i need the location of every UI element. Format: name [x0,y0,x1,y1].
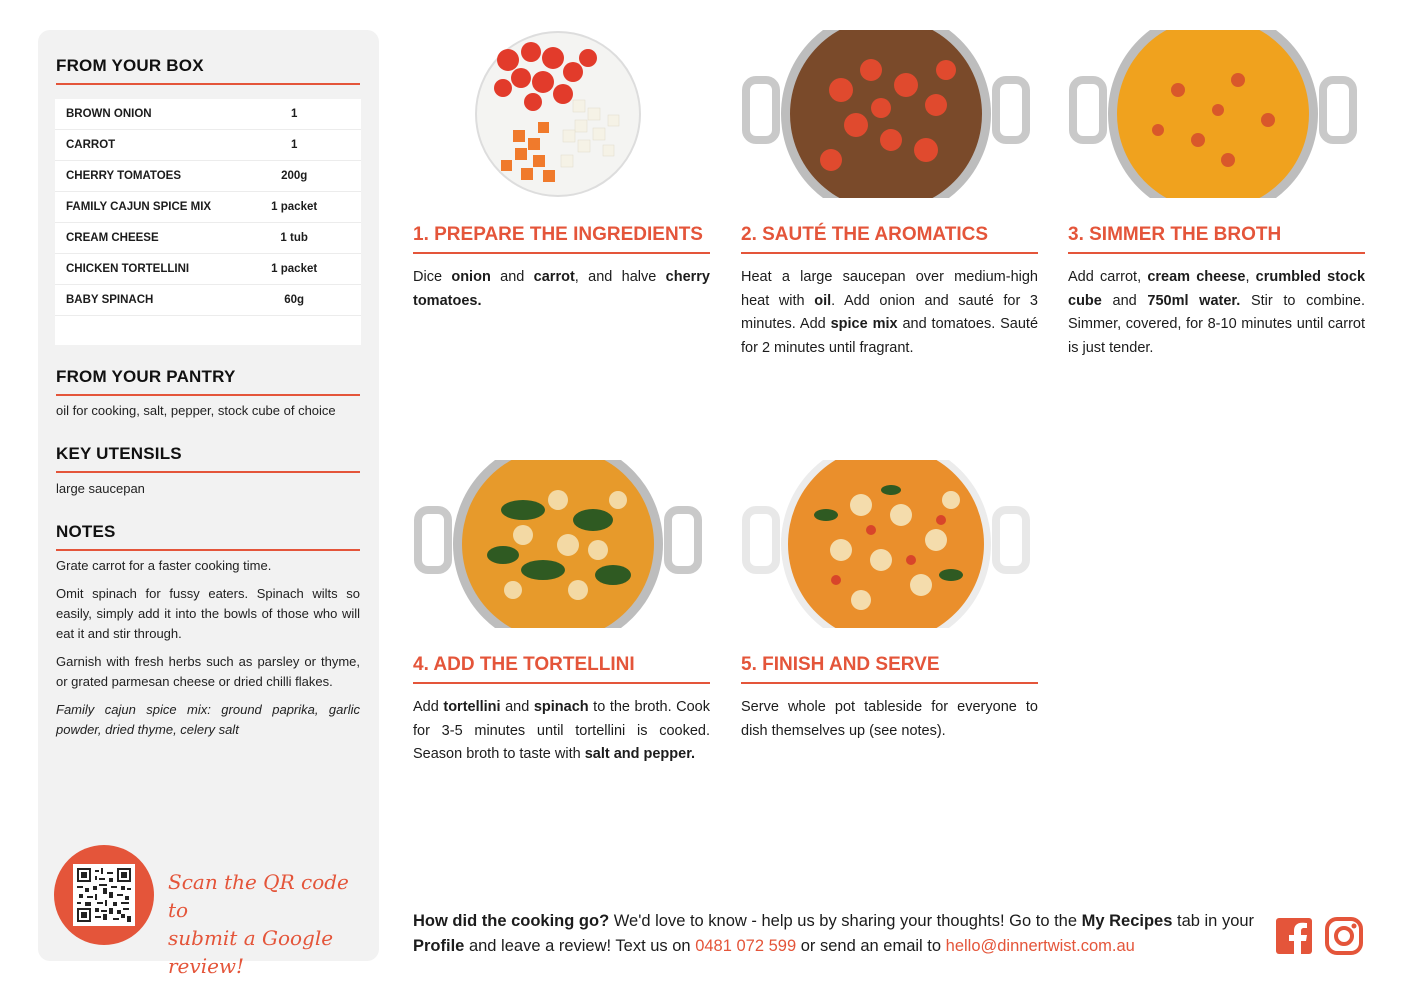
qr-code-icon[interactable] [73,864,135,926]
step-5-title: 5. FINISH AND SERVE [741,654,1038,684]
ingredient-qty: 1 packet [271,263,318,275]
footer-text: We'd love to know - help us by sharing your thoughts! Go to the [609,912,1082,930]
step-emphasis: spinach [533,699,589,715]
step-2-body [741,266,1038,360]
ingredient-name: CREAM CHEESE [66,232,159,244]
footer-question: How did the cooking go? [413,912,610,930]
footer-text: tab in your [1172,912,1255,930]
step-text: and [500,699,534,715]
step-emphasis: spice mix [830,316,898,332]
step-2-image [741,30,1031,198]
utensils-text: large saucepan [56,481,145,496]
ingredient-qty: 1 tub [280,232,308,244]
ingredient-row [55,99,361,130]
step-5-body [741,696,1038,743]
step-emphasis: oil [814,292,832,309]
ingredient-name: CHERRY TOMATOES [66,170,182,182]
ingredient-qty: 1 [290,139,298,151]
note-item: Garnish with fresh herbs such as parsley or thyme, or grated parmesan cheese or dried chilli flakes. [56,654,360,689]
notes-title: NOTES [56,522,360,551]
step-2-title: 2. SAUTÉ THE AROMATICS [741,224,1038,254]
step-text: Heat a large saucepan over medium-high heat with [741,269,1038,309]
ingredient-row [55,192,361,223]
utensils-title: KEY UTENSILS [56,444,360,473]
ingredient-name: CARROT [66,139,116,151]
qr-caption [168,868,368,980]
ingredient-row [55,130,361,161]
note-item: Omit spinach for fussy eaters. Spinach wilts so easily, simply add it into the bowls of those who will eat it and stir through. [56,586,360,641]
step-emphasis: onion [451,269,491,285]
step-1-body [413,266,710,313]
step-3-title: 3. SIMMER THE BROTH [1068,224,1365,254]
qr-caption-line: submit a Google review! [168,926,334,978]
step-text: to the broth. Cook for 3-5 minutes until tortellini is cooked. Season broth to taste with [413,699,710,762]
ingredient-qty: 200g [281,170,308,182]
step-3-image [1068,30,1358,198]
step-text: . Add onion and sauté for 3 minutes. Add [741,292,1038,332]
step-emphasis: crumbled stock cube [1068,269,1366,309]
step-4-image [413,460,703,628]
ingredient-row [55,254,361,285]
ingredient-qty: 1 [290,108,298,120]
sidebar [38,30,379,978]
step-4-body [413,696,710,767]
step-emphasis: cream cheese [1147,269,1246,285]
ingredients-table [55,99,361,345]
step-emphasis: carrot [533,269,575,285]
step-text: , [1245,269,1256,285]
step-5-image [741,460,1031,628]
qr-badge[interactable] [54,845,154,945]
step-1-title: 1. PREPARE THE INGREDIENTS [413,224,710,254]
note-item: Family cajun spice mix: ground paprika, garlic powder, dried thyme, celery salt [56,702,360,737]
step-emphasis: salt and pepper. [584,746,696,762]
email-link[interactable]: hello@dinnertwist.com.au [945,937,1135,955]
step-text: Add carrot, [1068,269,1148,285]
my-recipes-link[interactable]: My Recipes [1081,912,1173,930]
phone-link[interactable]: 0481 072 599 [695,937,797,955]
ingredient-row [55,223,361,254]
step-text: , and halve [574,269,666,285]
step-3-body [1068,266,1365,360]
profile-link[interactable]: Profile [413,937,465,955]
notes-list [56,556,360,748]
step-4-title: 4. ADD THE TORTELLINI [413,654,710,684]
step-text: Serve whole pot tableside for everyone to dish themselves up (see notes). [741,699,1038,739]
instagram-icon[interactable] [1325,917,1363,955]
step-emphasis: tortellini [443,699,501,715]
feedback-footer [413,909,1263,959]
footer-text: or send an email to [796,937,946,955]
note-item: Grate carrot for a faster cooking time. [56,558,272,573]
step-text: Add [413,699,444,715]
step-text: and [490,269,534,285]
step-text: and tomatoes. Sauté for 2 minutes until fragrant. [741,316,1039,356]
facebook-icon[interactable] [1275,917,1313,955]
step-text: Dice [413,269,452,285]
step-text: and [1101,292,1148,309]
pantry-title: FROM YOUR PANTRY [56,367,360,396]
ingredient-name: BROWN ONION [66,108,152,120]
step-1-image [413,30,703,198]
step-emphasis: cherry tomatoes. [413,269,710,309]
box-title: FROM YOUR BOX [56,56,360,85]
ingredient-name: BABY SPINACH [66,294,154,306]
footer-text: and leave a review! Text us on [464,937,696,955]
ingredient-row [55,161,361,192]
ingredient-qty: 60g [284,294,305,306]
qr-caption-line: Scan the QR code to [168,870,349,922]
pantry-text: oil for cooking, salt, pepper, stock cube of choice [56,403,336,418]
step-emphasis: 750ml water. [1147,292,1241,309]
ingredient-name: CHICKEN TORTELLINI [66,263,190,275]
ingredient-qty: 1 packet [271,201,318,213]
step-text: Stir to combine. Simmer, covered, for 8-10 minutes until carrot is just tender. [1068,292,1366,356]
ingredient-row [55,285,361,316]
ingredient-name: FAMILY CAJUN SPICE MIX [66,201,212,213]
